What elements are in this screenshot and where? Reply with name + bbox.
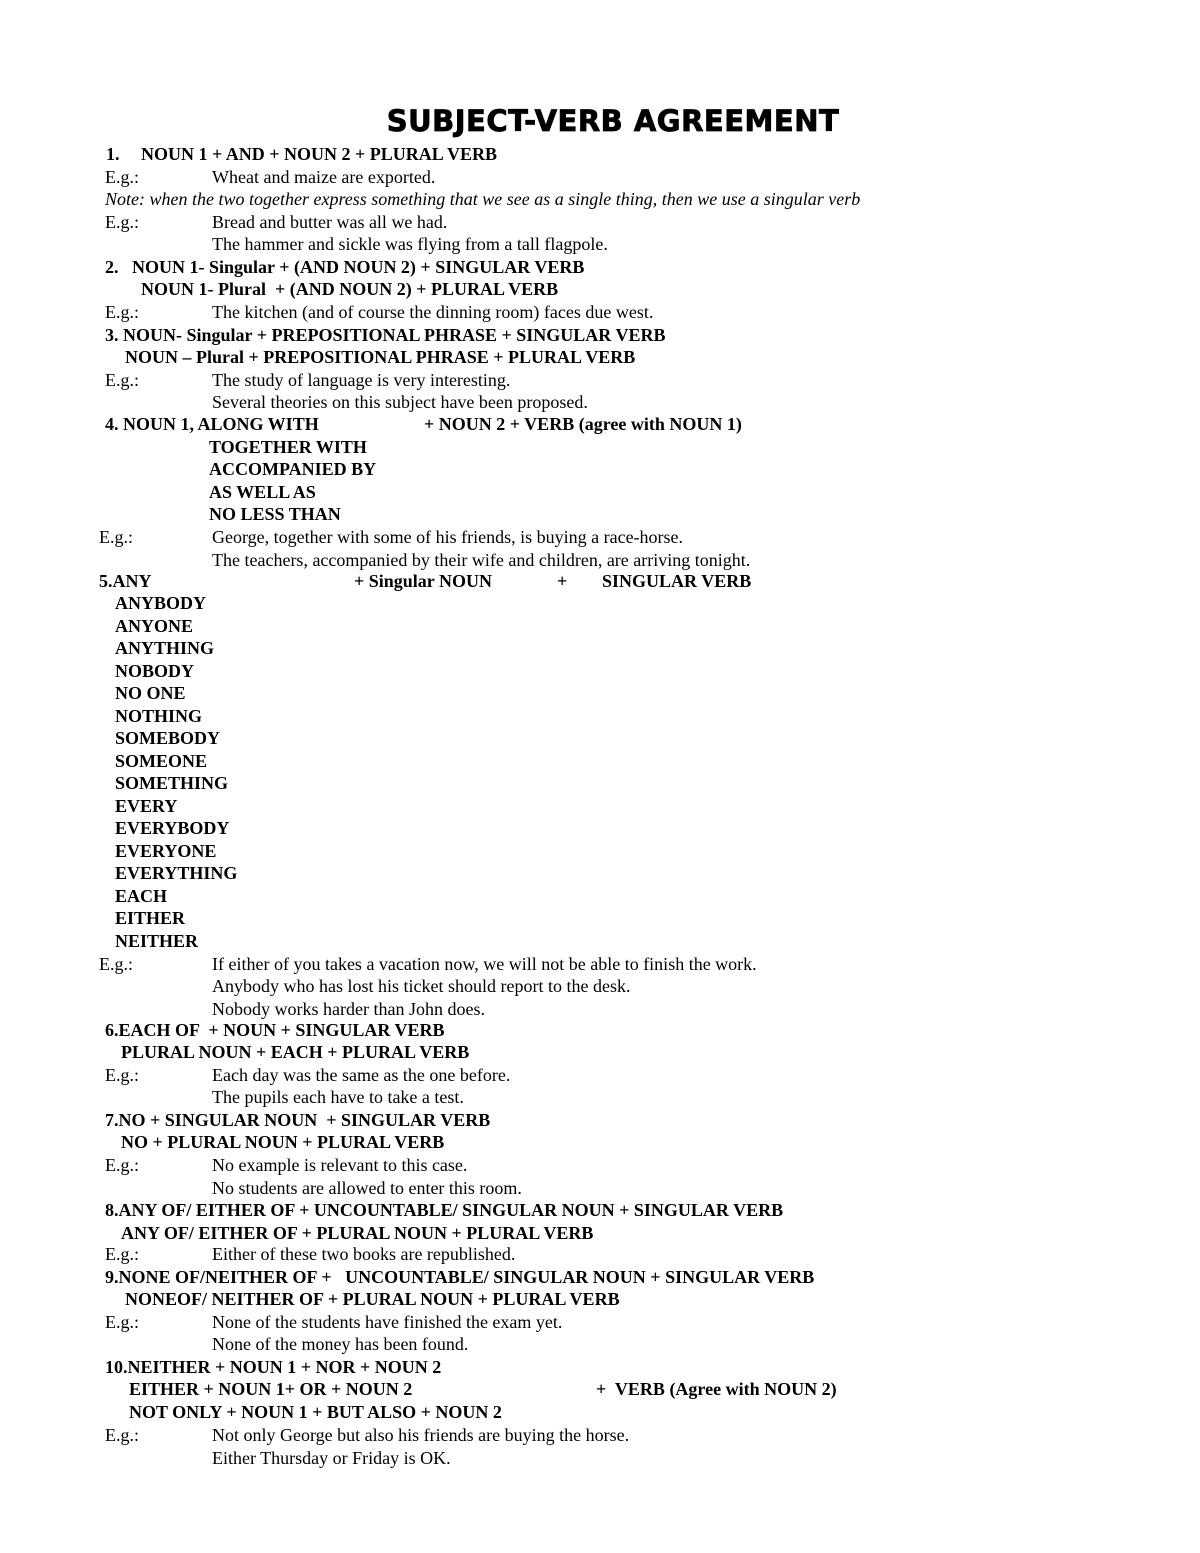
rule-5-word: NEITHER <box>115 931 199 951</box>
example-sentence: The hammer and sickle was flying from a tall flagpole. <box>212 234 608 254</box>
example-sentence: No students are allowed to enter this room. <box>212 1178 522 1198</box>
example-sentence: No example is relevant to this case. <box>212 1155 468 1175</box>
eg-label: E.g.: <box>105 1244 139 1264</box>
rule-5-word: NOBODY <box>115 661 195 681</box>
example-sentence: Either of these two books are republished. <box>212 1244 516 1264</box>
rule-1-note: Note: when the two together express something that we see as a single thing, then we use a singular verb <box>105 189 861 209</box>
eg-label: E.g.: <box>105 1425 139 1445</box>
rule-4-option: ACCOMPANIED BY <box>209 459 377 479</box>
eg-label: E.g.: <box>99 954 133 974</box>
eg-label: E.g.: <box>105 1065 139 1085</box>
rule-1-number: 1. <box>106 144 120 164</box>
rule-5-word: ANYONE <box>115 616 194 636</box>
rule-3-formula-singular: 3. NOUN- Singular + PREPOSITIONAL PHRASE + SINGULAR VERB <box>105 325 666 345</box>
rule-5-word: NO ONE <box>115 683 186 703</box>
rule-5-word: EVERYONE <box>115 841 217 861</box>
rule-7-formula-singular: 7.NO + SINGULAR NOUN + SINGULAR VERB <box>105 1110 491 1130</box>
rule-9-formula-plural: NONEOF/ NEITHER OF + PLURAL NOUN + PLURAL VERB <box>125 1289 620 1309</box>
rule-7-formula-plural: NO + PLURAL NOUN + PLURAL VERB <box>121 1132 445 1152</box>
rule-5-word: ANYTHING <box>115 638 215 658</box>
rule-4-option: NO LESS THAN <box>209 504 341 524</box>
example-sentence: The kitchen (and of course the dinning room) faces due west. <box>212 302 654 322</box>
rule-10-formula-not-only: NOT ONLY + NOUN 1 + BUT ALSO + NOUN 2 <box>129 1402 502 1422</box>
example-sentence: Nobody works harder than John does. <box>212 999 485 1019</box>
rule-10-formula-either: EITHER + NOUN 1+ OR + NOUN 2 <box>129 1379 413 1399</box>
rule-5-word: EACH <box>115 886 168 906</box>
rule-1-formula: NOUN 1 + AND + NOUN 2 + PLURAL VERB <box>141 144 497 164</box>
example-sentence: Wheat and maize are exported. <box>212 167 436 187</box>
rule-5-formula-plus: + <box>557 571 568 591</box>
eg-label: E.g.: <box>105 167 139 187</box>
example-sentence: The study of language is very interesting. <box>212 370 511 390</box>
rule-5-word: SOMETHING <box>115 773 229 793</box>
rule-4-option: TOGETHER WITH <box>209 437 367 457</box>
rule-3-formula-plural: NOUN – Plural + PREPOSITIONAL PHRASE + PLURAL VERB <box>125 347 636 367</box>
rule-5-word: NOTHING <box>115 706 203 726</box>
rule-5-word: SOMEBODY <box>115 728 221 748</box>
example-sentence: Several theories on this subject have been proposed. <box>212 392 588 412</box>
example-sentence: Not only George but also his friends are buying the horse. <box>212 1425 630 1445</box>
rule-5-word: EVERYTHING <box>115 863 238 883</box>
eg-label: E.g.: <box>105 1155 139 1175</box>
eg-label: E.g.: <box>105 212 139 232</box>
rule-5-word: EITHER <box>115 908 186 928</box>
eg-label: E.g.: <box>99 527 133 547</box>
example-sentence: George, together with some of his friends, is buying a race-horse. <box>212 527 684 547</box>
eg-label: E.g.: <box>105 1312 139 1332</box>
rule-5-word: SOMEONE <box>115 751 208 771</box>
example-sentence: Bread and butter was all we had. <box>212 212 448 232</box>
rule-4-formula-tail: + NOUN 2 + VERB (agree with NOUN 1) <box>424 414 742 434</box>
rule-10-formula-tail: + VERB (Agree with NOUN 2) <box>596 1379 837 1399</box>
example-sentence: Anybody who has lost his ticket should report to the desk. <box>212 976 631 996</box>
eg-label: E.g.: <box>105 370 139 390</box>
rule-5-formula: 5.ANY <box>99 571 152 591</box>
page-title: SUBJECT-VERB AGREEMENT <box>386 104 840 138</box>
rule-2-formula-plural: NOUN 1- Plural + (AND NOUN 2) + PLURAL VERB <box>141 279 559 299</box>
example-sentence: The teachers, accompanied by their wife and children, are arriving tonight. <box>212 550 751 570</box>
rule-8-formula-plural: ANY OF/ EITHER OF + PLURAL NOUN + PLURAL VERB <box>121 1223 594 1243</box>
eg-label: E.g.: <box>105 302 139 322</box>
rule-10-formula-neither: 10.NEITHER + NOUN 1 + NOR + NOUN 2 <box>105 1357 442 1377</box>
rule-8-formula-singular: 8.ANY OF/ EITHER OF + UNCOUNTABLE/ SINGULAR NOUN + SINGULAR VERB <box>105 1200 784 1220</box>
rule-5-formula-verb: SINGULAR VERB <box>602 571 752 591</box>
rule-5-word: ANYBODY <box>115 593 207 613</box>
rule-4-formula: 4. NOUN 1, ALONG WITH <box>105 414 319 434</box>
example-sentence: None of the money has been found. <box>212 1334 469 1354</box>
rule-5-word: EVERYBODY <box>115 818 230 838</box>
example-sentence: None of the students have finished the exam yet. <box>212 1312 563 1332</box>
example-sentence: Either Thursday or Friday is OK. <box>212 1448 451 1468</box>
rule-5-word: EVERY <box>115 796 178 816</box>
rule-4-option: AS WELL AS <box>209 482 316 502</box>
rule-9-formula-singular: 9.NONE OF/NEITHER OF + UNCOUNTABLE/ SINGULAR NOUN + SINGULAR VERB <box>105 1267 815 1287</box>
example-sentence: Each day was the same as the one before. <box>212 1065 511 1085</box>
rule-2-formula-singular: 2. NOUN 1- Singular + (AND NOUN 2) + SINGULAR VERB <box>105 257 585 277</box>
rule-6-formula-plural: PLURAL NOUN + EACH + PLURAL VERB <box>121 1042 470 1062</box>
rule-5-formula-noun: + Singular NOUN <box>354 571 492 591</box>
example-sentence: If either of you takes a vacation now, we will not be able to finish the work. <box>212 954 757 974</box>
rule-6-formula-singular: 6.EACH OF + NOUN + SINGULAR VERB <box>105 1020 445 1040</box>
example-sentence: The pupils each have to take a test. <box>212 1087 464 1107</box>
